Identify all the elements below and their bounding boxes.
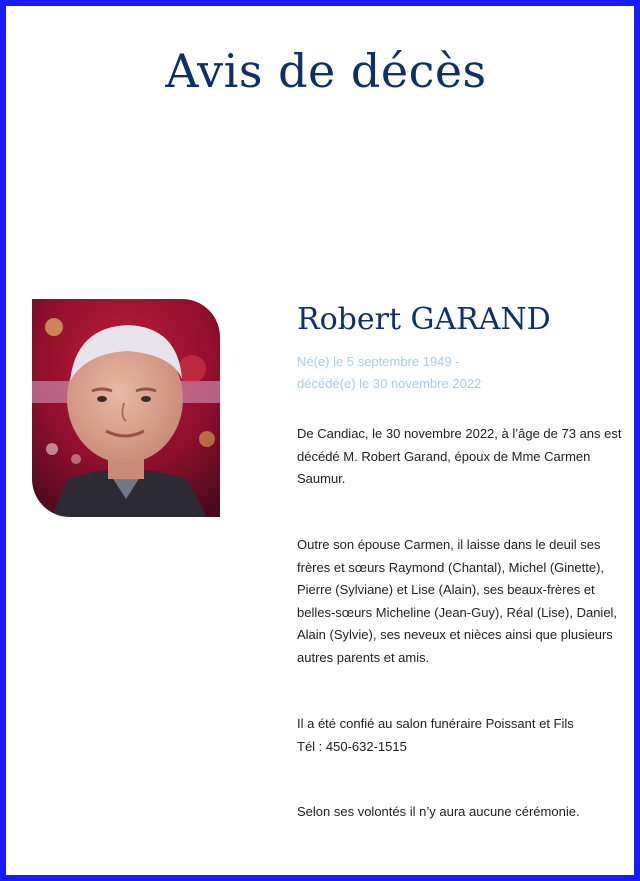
funeral-home: Il a été confié au salon funéraire Poissant et Fils: [297, 716, 574, 731]
notice-family: Outre son épouse Carmen, il laisse dans le deuil ses frères et sœurs Raymond (Chantal), Michel (Ginette), Pierre (Sylviane) et Lise (Alain), ses beaux-frères et belles-sœurs Micheline (Jean-Guy), Réal (Lise), Daniel, Alain (Sylvie), ses neveux et nièces ainsi que plusieurs autres parents et amis.: [297, 537, 618, 665]
life-dates: [297, 351, 597, 395]
notice-intro: De Candiac, le 30 novembre 2022, à l’âge de 73 ans est décédé M. Robert Garand, époux de Mme Carmen Saumur.: [297, 426, 622, 487]
funeral-home-info: [297, 713, 627, 758]
funeral-phone: Tél : 450-632-1515: [297, 738, 407, 754]
deceased-name: Robert GARAND: [297, 302, 551, 337]
page-title: Avis de décès: [165, 44, 487, 98]
birth-date: Né(e) le 5 septembre 1949 -: [297, 354, 460, 369]
portrait-photo: [32, 299, 220, 517]
death-date: décédé(e) le 30 novembre 2022: [297, 376, 482, 391]
portrait-image: [32, 299, 220, 517]
notice-closing: Selon ses volontés il n’y aura aucune cérémonie.: [297, 804, 580, 819]
